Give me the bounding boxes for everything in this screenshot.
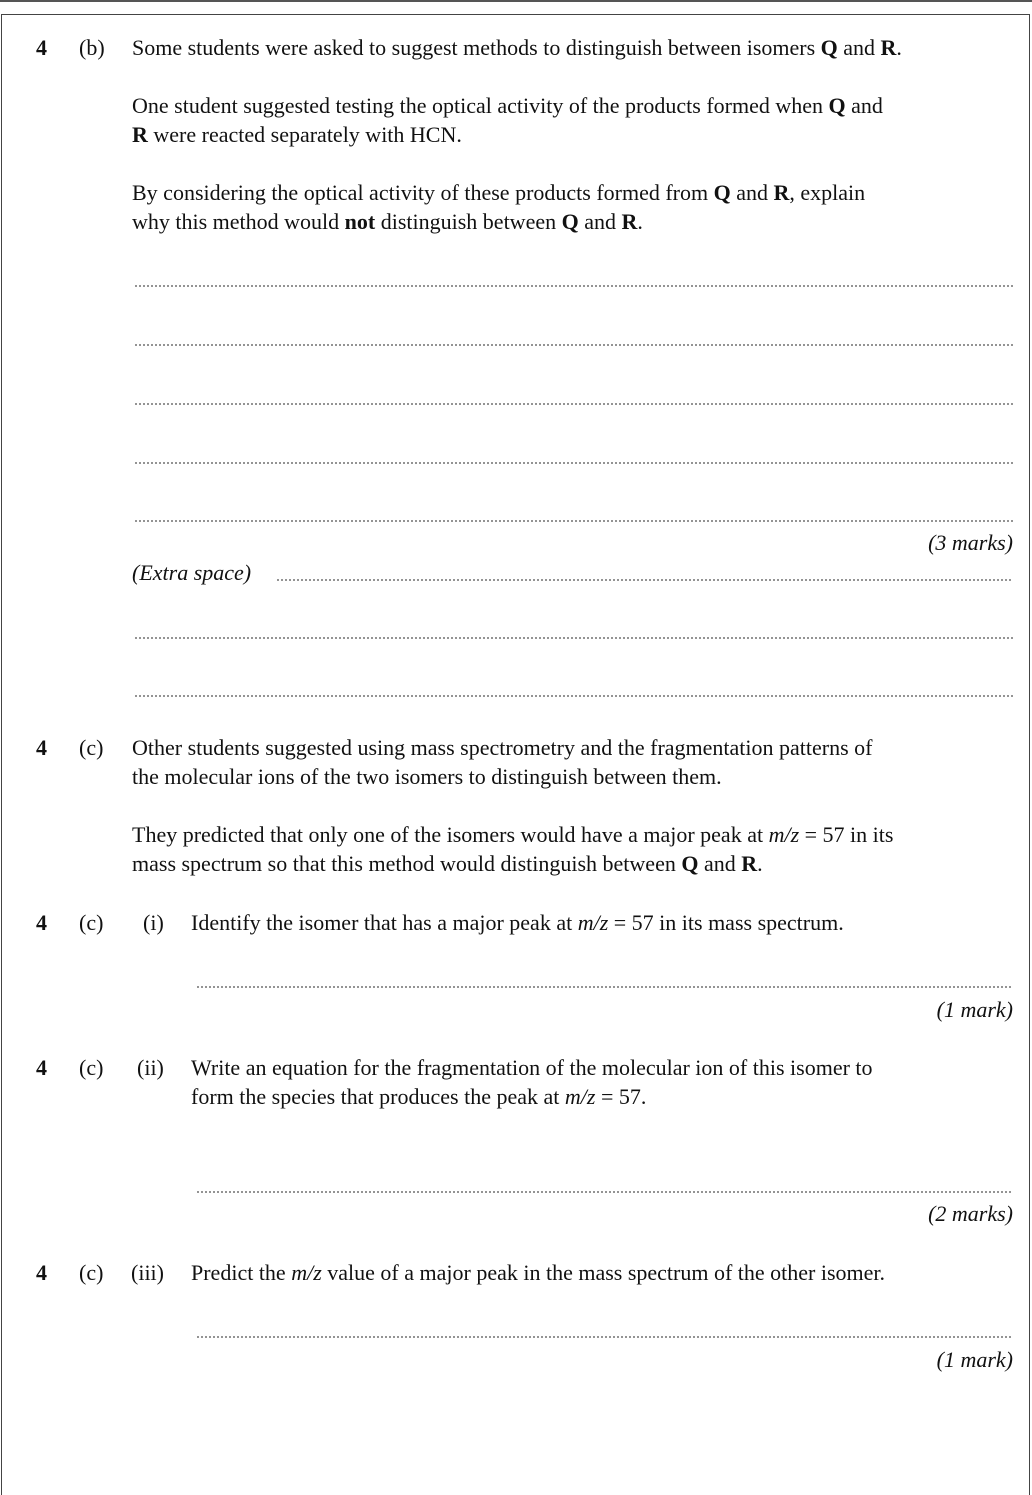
question-4b-paragraph-3-line-2: why this method would not distinguish between Q and R. [132,209,643,234]
answer-line[interactable] [134,520,1013,522]
question-4c-paragraph-2-line-1: They predicted that only one of the isomers would have a major peak at m/z = 57 in its [132,822,894,847]
question-4c-paragraph-1-line-2: the molecular ions of the two isomers to distinguish between them. [132,764,722,789]
answer-line[interactable] [134,403,1013,405]
marks-label: (1 mark) [936,1347,1013,1372]
marks-label: (2 marks) [928,1201,1013,1226]
answer-line[interactable] [134,462,1013,464]
extra-answer-line[interactable] [134,695,1013,697]
question-4cii-line-1: Write an equation for the fragmentation of the molecular ion of this isomer to [191,1055,873,1080]
answer-line[interactable] [196,1191,1013,1193]
question-4c-paragraph-2-line-2: mass spectrum so that this method would distinguish between Q and R. [132,851,763,876]
question-part: (c) [79,910,104,935]
question-4b-intro: Some students were asked to suggest methods to distinguish between isomers Q and R. [132,35,902,60]
question-number: 4 [36,35,47,60]
question-number: 4 [36,1260,47,1285]
question-4ciii-text: Predict the m/z value of a major peak in the mass spectrum of the other isomer. [191,1260,886,1285]
question-number: 4 [36,910,47,935]
question-4b-paragraph-3-line-1: By considering the optical activity of these products formed from Q and R, explain [132,180,866,205]
marks-label: (3 marks) [928,530,1013,555]
extra-space-label: (Extra space) [132,560,252,585]
question-part: (b) [79,35,105,60]
question-subpart: (i) [143,910,164,935]
question-4cii-line-2: form the species that produces the peak at m/z = 57. [191,1084,647,1109]
top-rule [0,0,1032,2]
question-4ci-text: Identify the isomer that has a major peak at m/z = 57 in its mass spectrum. [191,910,844,935]
question-4b-paragraph-2-line-2: R were reacted separately with HCN. [132,122,462,147]
question-part: (c) [79,735,104,760]
question-number: 4 [36,735,47,760]
extra-answer-line[interactable] [276,579,1013,581]
question-number: 4 [36,1055,47,1080]
extra-answer-line[interactable] [134,637,1013,639]
question-part: (c) [79,1260,104,1285]
question-subpart: (iii) [131,1260,164,1285]
answer-line[interactable] [134,285,1013,287]
question-4b-paragraph-2-line-1: One student suggested testing the optical activity of the products formed when Q and [132,93,883,118]
answer-line[interactable] [196,986,1013,988]
question-part: (c) [79,1055,104,1080]
answer-line[interactable] [134,344,1013,346]
marks-label: (1 mark) [936,997,1013,1022]
question-subpart: (ii) [137,1055,164,1080]
answer-line[interactable] [196,1336,1013,1338]
question-4c-paragraph-1-line-1: Other students suggested using mass spectrometry and the fragmentation patterns of [132,735,873,760]
